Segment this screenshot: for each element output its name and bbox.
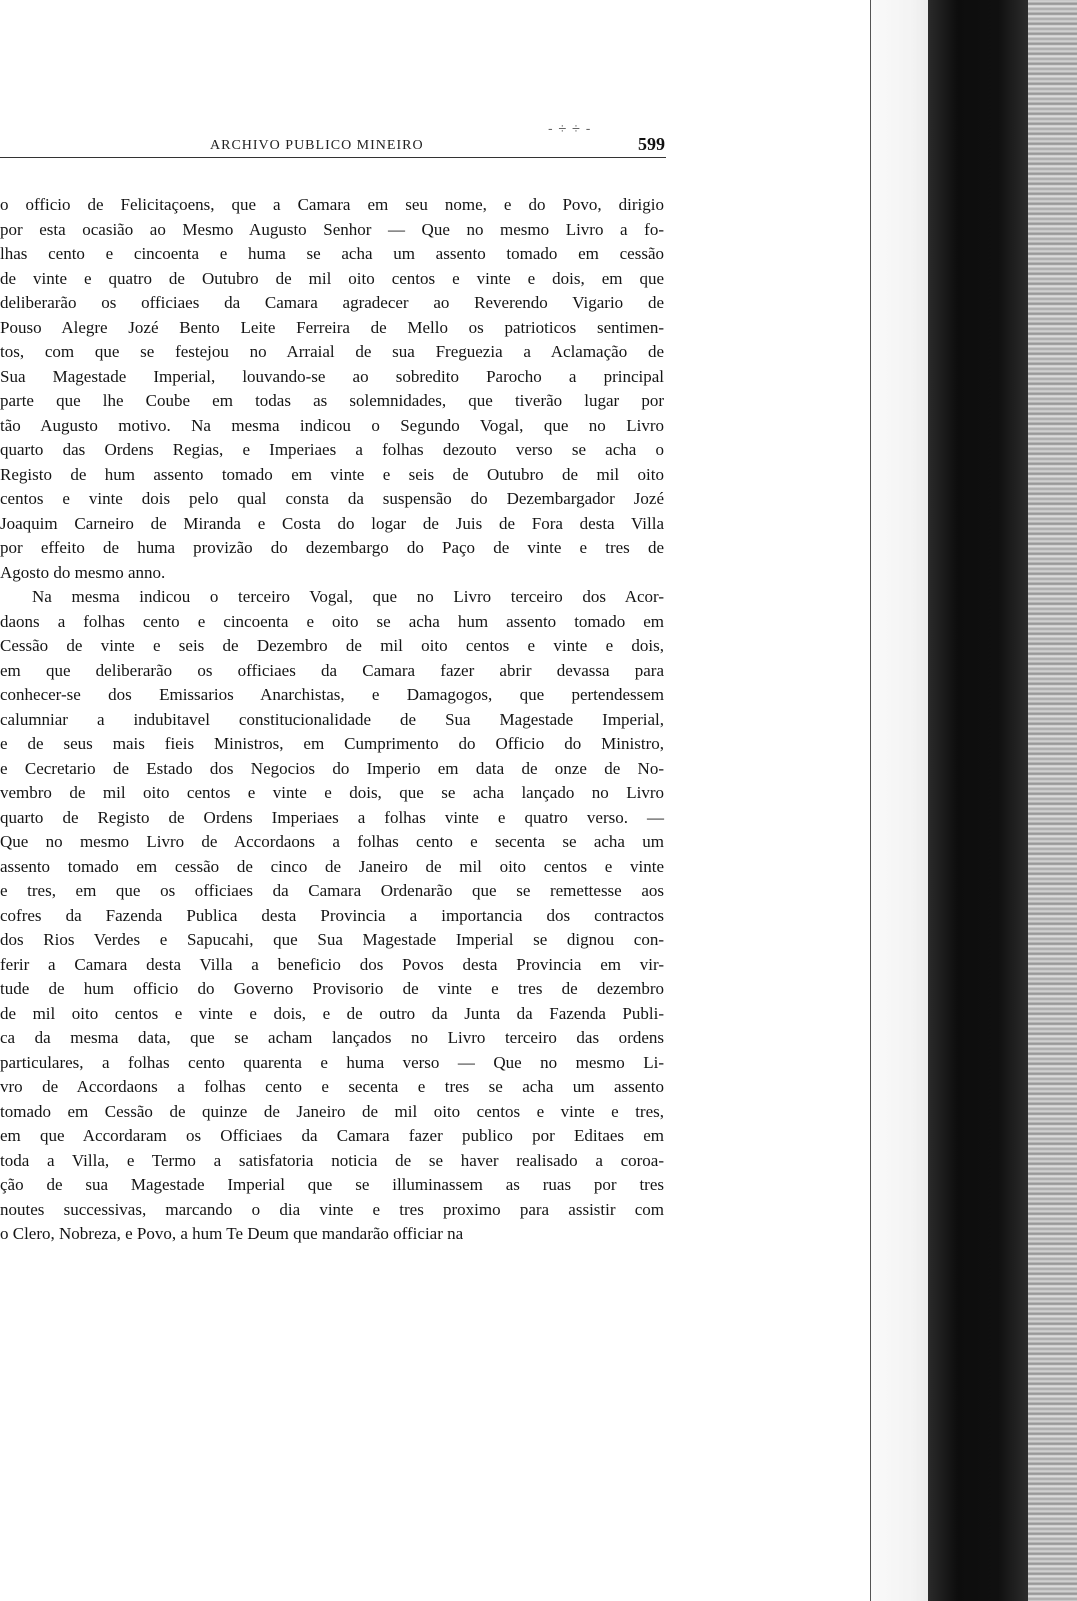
text-line: tão Augusto motivo. Na mesma indicou o Segundo Vogal, que no Livro: [0, 415, 664, 435]
text-line: Joaquim Carneiro de Miranda e Costa do logar de Juis de Fora desta Villa: [0, 513, 664, 533]
page-number: 599: [638, 134, 665, 154]
text-line: vembro de mil oito centos e vinte e dois, que se acha lançado no Livro: [0, 783, 664, 802]
text-line: o officio de Felicitaçoens, que a Camara em seu nome, e do Povo, dirigio: [0, 195, 664, 214]
text-line: Sua Magestade Imperial, louvando-se ao sobredito Parocho a principal: [0, 366, 664, 386]
text-line: quarto das Ordens Regias, e Imperiaes a folhas dezouto verso se acha o: [0, 440, 664, 459]
header-ornament: - ÷ ÷ -: [548, 120, 592, 136]
text-line: vro de Accordaons a folhas cento e secenta e tres se acha um assento: [0, 1077, 664, 1096]
text-line: centos e vinte dois pelo qual consta da suspensão do Dezembargador Jozé: [0, 489, 664, 508]
text-line: deliberarão os officiaes da Camara agradecer ao Reverendo Vigario de: [0, 293, 664, 312]
text-line: Cessão de vinte e seis de Dezembro de mil oito centos e vinte e dois,: [0, 636, 664, 655]
text-line: particulares, a folhas cento quarenta e huma verso — Que no mesmo Li-: [0, 1052, 664, 1072]
text-line: dos Rios Verdes e Sapucahi, que Sua Magestade Imperial se dignou con-: [0, 930, 664, 949]
text-line: e de seus mais fieis Ministros, em Cumprimento do Officio do Ministro,: [0, 734, 664, 753]
text-line: por effeito de huma provizão do dezembargo do Paço de vinte e tres de: [0, 538, 664, 557]
text-line: quarto de Registo de Ordens Imperiaes a folhas vinte e quatro verso. —: [0, 807, 664, 827]
text-line: calumniar a indubitavel constitucionalidade de Sua Magestade Imperial,: [0, 709, 664, 729]
text-line: daons a folhas cento e cincoenta e oito se acha hum assento tomado em: [0, 611, 664, 631]
page-margin-edge: [870, 0, 931, 1601]
text-line: por esta ocasião ao Mesmo Augusto Senhor — Que no mesmo Livro a fo-: [0, 219, 664, 239]
text-line: ferir a Camara desta Villa a beneficio dos Povos desta Provincia em vir-: [0, 954, 664, 974]
text-line: Registo de hum assento tomado em vinte e seis de Outubro de mil oito: [0, 464, 664, 484]
header-rule: [0, 157, 666, 158]
running-title: ARCHIVO PUBLICO MINEIRO: [210, 138, 424, 153]
text-line: de vinte e quatro de Outubro de mil oito centos e vinte e dois, em que: [0, 268, 664, 288]
text-line: parte que lhe Coube em todas as solemnidades, que tiverão lugar por: [0, 391, 664, 410]
scan-edge-noise: [1028, 0, 1077, 1601]
book-binding-shadow: [928, 0, 1028, 1601]
text-line: Agosto do mesmo anno.: [0, 562, 166, 582]
page-header: [0, 120, 668, 158]
text-line: Pouso Alegre Jozé Bento Leite Ferreira de Mello os patrioticos sentimen-: [0, 317, 664, 337]
text-line: noutes successivas, marcando o dia vinte e tres proximo para assistir com: [0, 1199, 664, 1219]
text-line: toda a Villa, e Termo a satisfatoria noticia de se haver realisado a coroa-: [0, 1150, 664, 1170]
text-line: ca da mesma data, que se acham lançados no Livro terceiro das ordens: [0, 1028, 664, 1047]
text-line: cofres da Fazenda Publica desta Provincia a importancia dos contractos: [0, 905, 664, 925]
text-line: tomado em Cessão de quinze de Janeiro de mil oito centos e vinte e tres,: [0, 1101, 664, 1121]
text-line: ção de sua Magestade Imperial que se illuminassem as ruas por tres: [0, 1175, 664, 1194]
text-line: Na mesma indicou o terceiro Vogal, que no Livro terceiro dos Acor-: [32, 587, 664, 606]
text-line: assento tomado em cessão de cinco de Janeiro de mil oito centos e vinte: [0, 856, 664, 876]
text-line: em que Accordaram os Officiaes da Camara fazer publico por Editaes em: [0, 1126, 664, 1145]
text-line: Que no mesmo Livro de Accordaons a folhas cento e secenta se acha um: [0, 832, 664, 851]
text-line: e tres, em que os officiaes da Camara Ordenarão que se remettesse aos: [0, 881, 664, 900]
text-line: tude de hum officio do Governo Provisorio de vinte e tres de dezembro: [0, 979, 664, 998]
text-line: de mil oito centos e vinte e dois, e de outro da Junta da Fazenda Publi-: [0, 1003, 664, 1023]
text-line: conhecer-se dos Emissarios Anarchistas, e Damagogos, que pertendessem: [0, 685, 664, 704]
text-line: lhas cento e cincoenta e huma se acha um assento tomado em cessão: [0, 244, 664, 263]
body-text: [0, 193, 668, 1247]
text-line: e Cecretario de Estado dos Negocios do Imperio em data de onze de No-: [0, 758, 664, 778]
text-line: o Clero, Nobreza, e Povo, a hum Te Deum que mandarão officiar na: [0, 1224, 464, 1243]
text-line: tos, com que se festejou no Arraial de sua Freguezia a Aclamação de: [0, 342, 664, 361]
text-line: em que deliberarão os officiaes da Camara fazer abrir devassa para: [0, 660, 664, 680]
